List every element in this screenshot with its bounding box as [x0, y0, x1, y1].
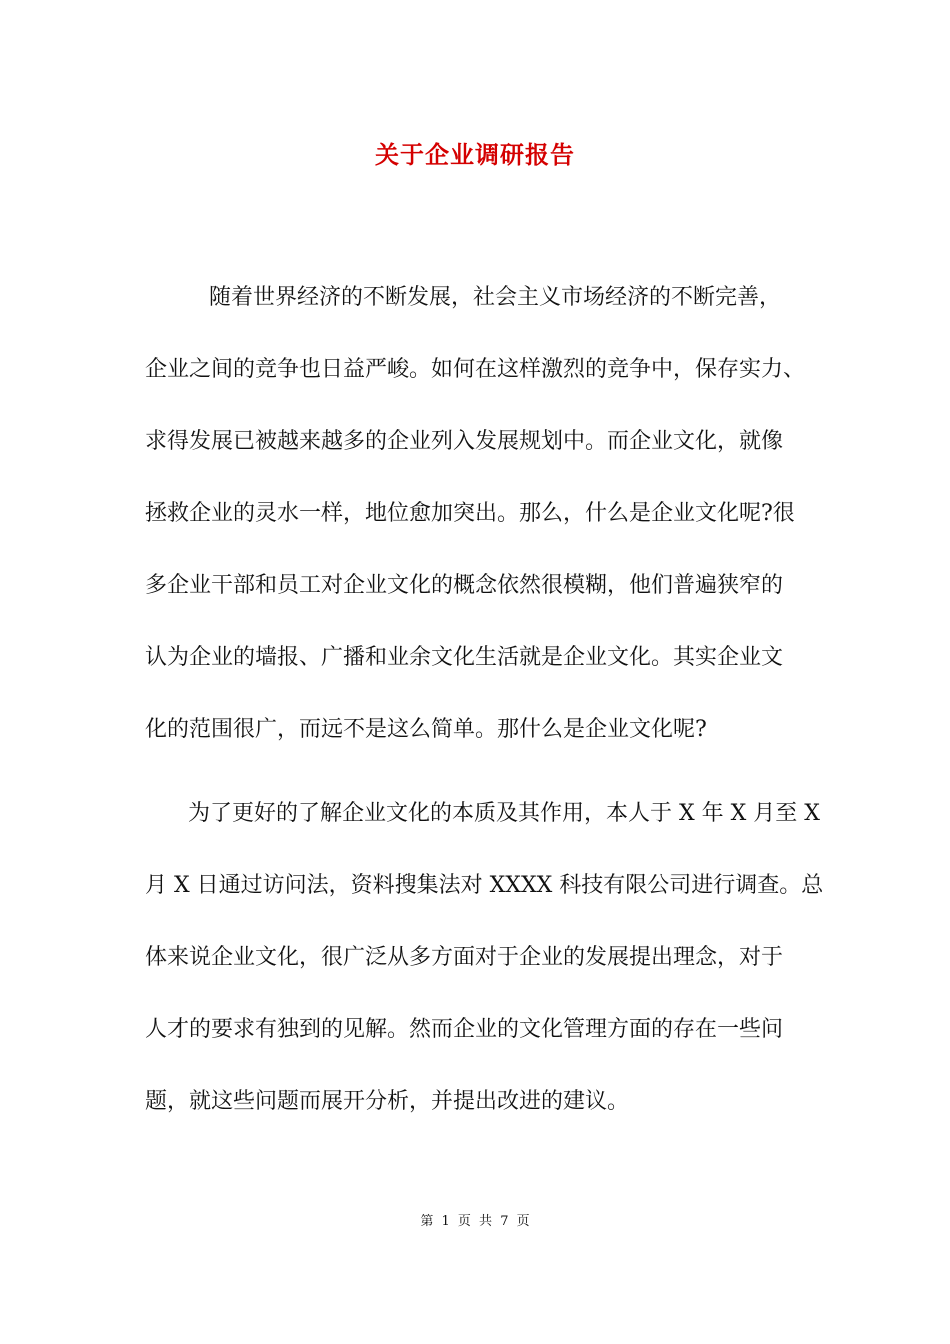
page-number-footer: 第 1 页 共 7 页	[420, 1214, 530, 1229]
paragraph-line: 体来说企业文化，很广泛从多方面对于企业的发展提出理念，对于	[145, 945, 784, 970]
paragraph-line: 人才的要求有独到的见解。然而企业的文化管理方面的存在一些问	[145, 1017, 784, 1042]
paragraph-line: 题，就这些问题而展开分析，并提出改进的建议。	[145, 1089, 630, 1114]
paragraph-line: 多企业干部和员工对企业文化的概念依然很模糊，他们普遍狭窄的	[145, 573, 784, 598]
paragraph-line: 月 X 日通过访问法，资料搜集法对 XXXX 科技有限公司进行调查。总	[145, 873, 824, 898]
paragraph-line: 为了更好的了解企业文化的本质及其作用，本人于 X 年 X 月至 X	[188, 801, 820, 826]
paragraph-line: 随着世界经济的不断发展，社会主义市场经济的不断完善，	[209, 285, 782, 310]
paragraph-line: 认为企业的墙报、广播和业余文化生活就是企业文化。其实企业文	[145, 645, 784, 670]
paragraph-1	[145, 262, 825, 766]
paragraph-line: 企业之间的竞争也日益严峻。如何在这样激烈的竞争中，保存实力、	[145, 357, 806, 382]
paragraph-line: 拯救企业的灵水一样，地位愈加突出。那么，什么是企业文化呢?很	[145, 501, 795, 526]
document-title: 关于企业调研报告	[375, 141, 575, 169]
paragraph-line: 化的范围很广，而远不是这么简单。那什么是企业文化呢?	[145, 717, 707, 742]
paragraph-2	[145, 778, 825, 1138]
paragraph-line: 求得发展已被越来越多的企业列入发展规划中。而企业文化，就像	[145, 429, 784, 454]
